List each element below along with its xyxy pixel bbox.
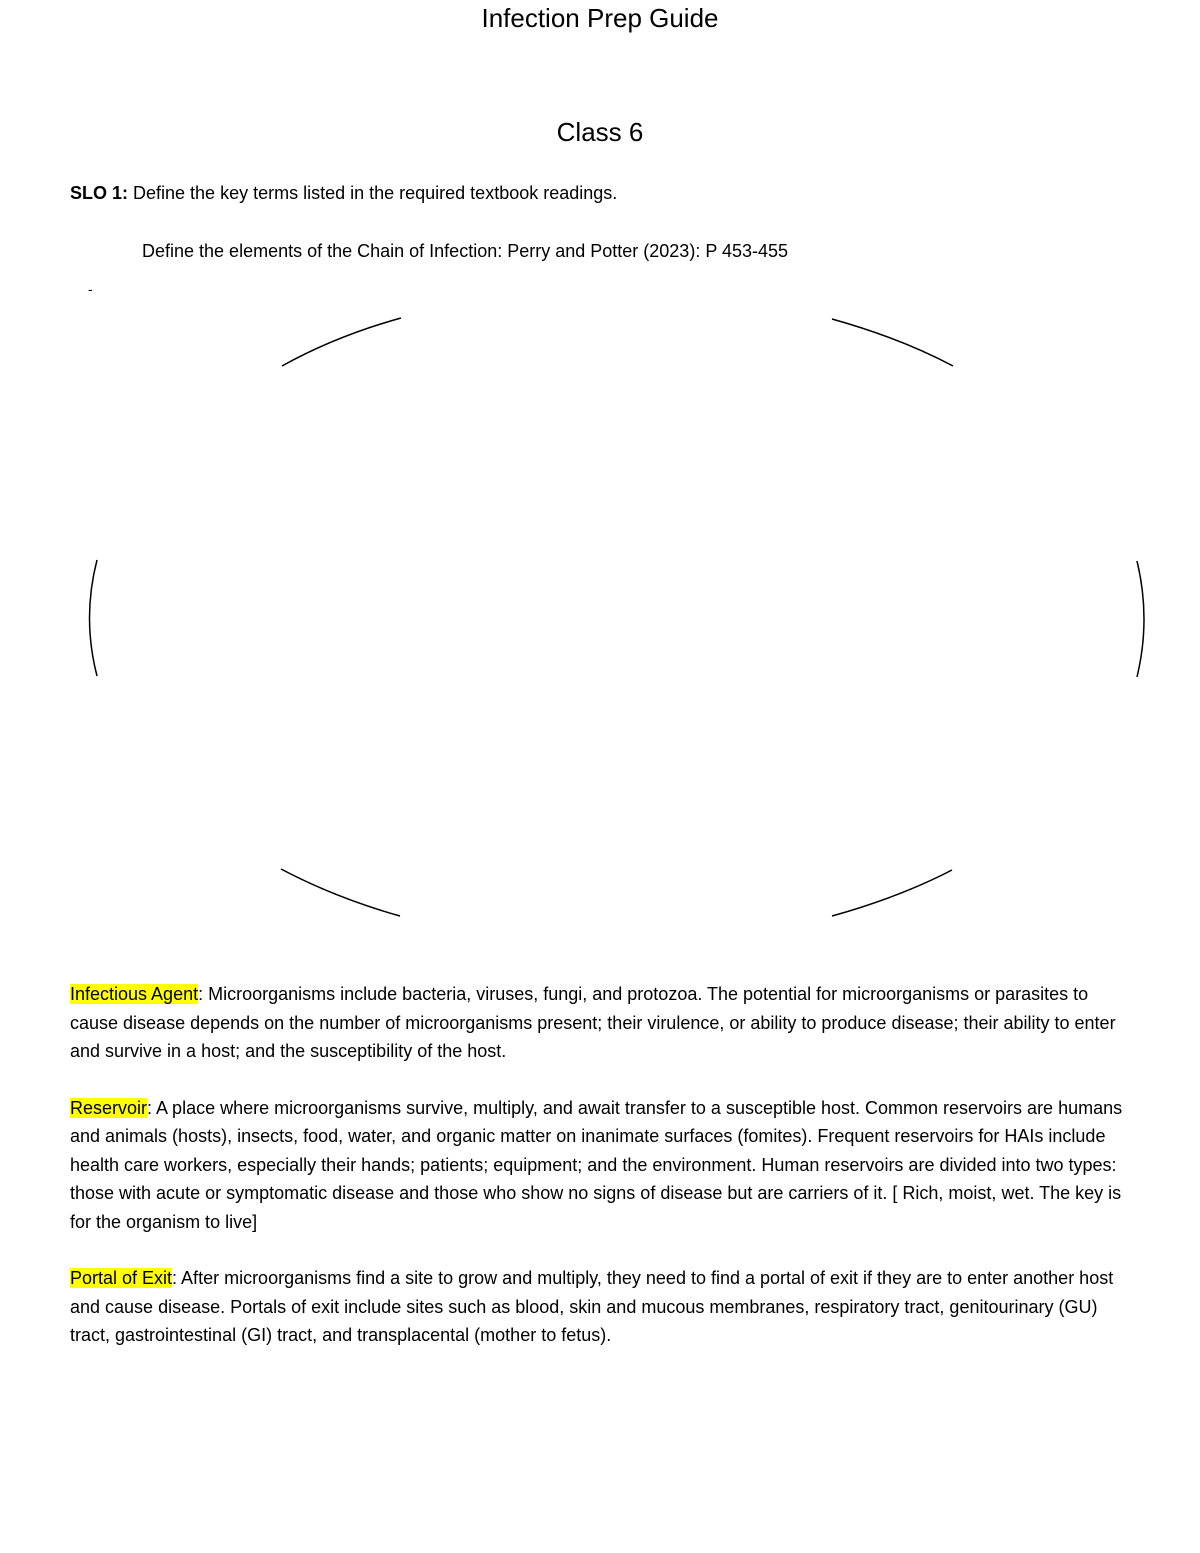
- bullet-mark: -: [88, 281, 93, 297]
- definition-reservoir: [70, 1094, 1132, 1237]
- arc-bottom-left: [281, 869, 400, 916]
- arc-top-right: [832, 319, 953, 366]
- arc-right: [1137, 561, 1144, 677]
- document-title: Infection Prep Guide: [481, 3, 719, 33]
- definition-term: Portal of Exit: [70, 1268, 173, 1288]
- slo-label: SLO 1:: [70, 183, 129, 203]
- arc-top-left: [282, 318, 401, 366]
- definition-text: : A place where microorganisms survive, multiply, and await transfer to a susceptible host. Common reservoirs are humans and animals (hosts), insects, food, water, and organic matter on inanimate surfaces (fomites). Frequent reservoirs for HAIs include health care workers, especially their hands; patients; equipment; and the environment. Human reservoirs are divided into two types: those with acute or symptomatic disease and those who show no signs of disease but are carriers of it. [ Rich, moist, wet. The key is for the organism to live]: [70, 1097, 1123, 1232]
- slo-text: Define the key terms listed in the required textbook readings.: [128, 183, 618, 203]
- definition-infectious-agent: [70, 980, 1132, 1066]
- definition-text: : After microorganisms find a site to grow and multiply, they need to find a portal of exit if they are to enter another host and cause disease. Portals of exit include sites such as blood, skin and mucous membranes, respiratory tract, genitourinary (GU) tract, gastrointestinal (GI) tract, and transplacental (mother to fetus).: [70, 1268, 1114, 1345]
- definition-portal-of-exit: [70, 1264, 1132, 1350]
- definition-term: Reservoir: [70, 1097, 148, 1118]
- chain-heading: Define the elements of the Chain of Infection: Perry and Potter (2023): P 453-455: [142, 241, 789, 261]
- definitions-list: [70, 980, 1132, 1378]
- arc-bottom-right: [832, 870, 952, 916]
- definition-term: Infectious Agent: [70, 984, 199, 1004]
- document-subtitle: Class 6: [556, 117, 644, 147]
- definition-text: : Microorganisms include bacteria, viruses, fungi, and protozoa. The potential for microorganisms or parasites to cause disease depends on the number of microorganisms present; their virulence, or ability to produce disease; their ability to enter and survive in a host; and the susceptibility of the host.: [70, 984, 1116, 1061]
- arc-left: [90, 560, 98, 676]
